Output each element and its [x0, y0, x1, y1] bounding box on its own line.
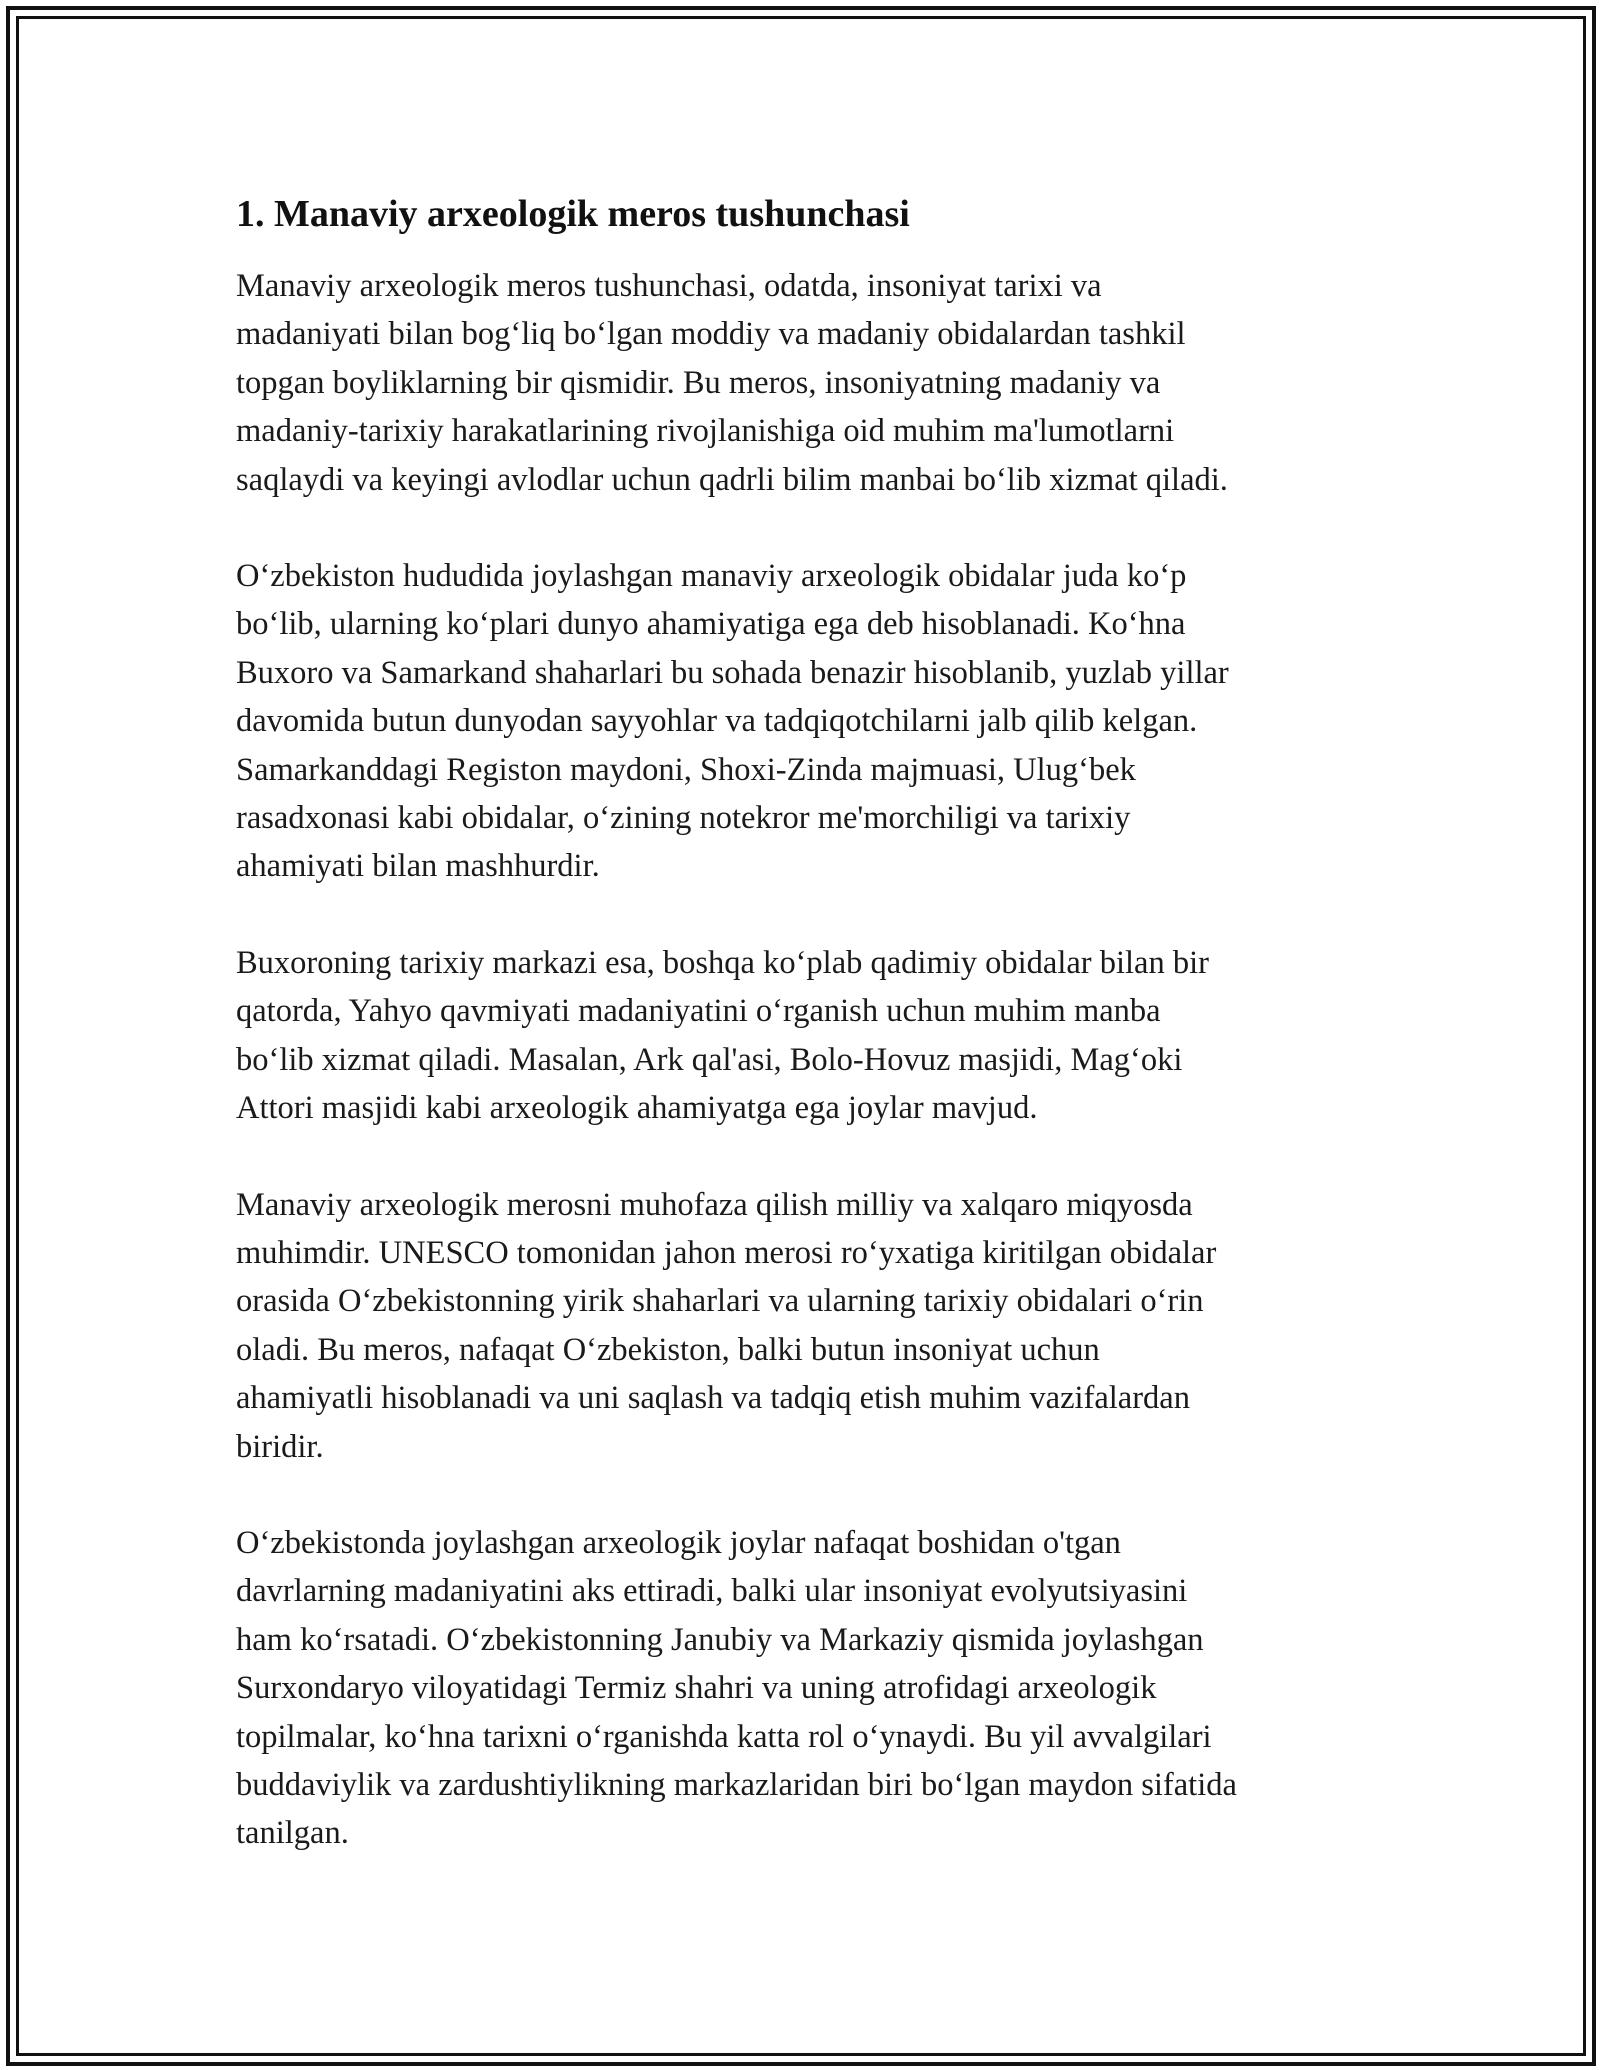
paragraph-line: Samarkanddagi Registon maydoni, Shoxi-Zinda majmuasi, Ulug‘bek — [236, 751, 1136, 788]
paragraph — [236, 939, 1366, 1133]
paragraph — [236, 1519, 1366, 1858]
paragraph-line: Buxoro va Samarkand shaharlari bu sohada benazir hisoblanib, yuzlab yillar — [236, 654, 1229, 691]
paragraph-line: madaniy-tarixiy harakatlarining rivojlanishiga oid muhim ma'lumotlarni — [236, 413, 1175, 450]
paragraph-line: buddaviylik va zardushtiylikning markazlaridan biri bo‘lgan maydon sifatida — [236, 1766, 1237, 1803]
paragraph-line: oladi. Bu meros, nafaqat O‘zbekiston, balki butun insoniyat uchun — [236, 1331, 1100, 1368]
paragraph-line: O‘zbekiston hududida joylashgan manaviy arxeologik obidalar juda ko‘p — [236, 558, 1187, 595]
paragraph-line: qatorda, Yahyo qavmiyati madaniyatini o‘rganish uchun muhim manba — [236, 993, 1161, 1030]
paragraph-line: topilmalar, ko‘hna tarixni o‘rganishda katta rol o‘ynaydi. Bu yil avvalgilari — [236, 1718, 1212, 1755]
paragraph-line: saqlaydi va keyingi avlodlar uchun qadrli bilim manbai bo‘lib xizmat qiladi. — [236, 461, 1228, 498]
paragraph-line: Manaviy arxeologik meros tushunchasi, odatda, insoniyat tarixi va — [236, 268, 1102, 304]
section-heading: 1. Manaviy arxeologik meros tushunchasi — [236, 193, 910, 235]
paragraph-line: muhimdir. UNESCO tomonidan jahon merosi ro‘yxatiga kiritilgan obidalar — [236, 1234, 1217, 1271]
paragraph-line: ham ko‘rsatadi. O‘zbekistonning Janubiy va Markaziy qismida joylashgan — [236, 1621, 1204, 1658]
document-body — [236, 188, 1366, 1858]
paragraph-line: madaniyati bilan bog‘liq bo‘lgan moddiy va madaniy obidalardan tashkil — [236, 316, 1186, 353]
paragraph-line: bo‘lib xizmat qiladi. Masalan, Ark qal'asi, Bolo-Hovuz masjidi, Mag‘oki — [236, 1041, 1183, 1078]
paragraph-line: bo‘lib, ularning ko‘plari dunyo ahamiyatiga ega deb hisoblanadi. Ko‘hna — [236, 606, 1186, 643]
paragraph-list — [236, 262, 1366, 1858]
paragraph-line: davrlarning madaniyatini aks ettiradi, balki ular insoniyat evolyutsiyasini — [236, 1573, 1188, 1610]
paragraph-line: Manaviy arxeologik merosni muhofaza qilish milliy va xalqaro miqyosda — [236, 1186, 1193, 1223]
paragraph-line: Buxoroning tarixiy markazi esa, boshqa ko‘plab qadimiy obidalar bilan bir — [236, 944, 1209, 981]
paragraph-line: rasadxonasi kabi obidalar, o‘zining notekror me'morchiligi va tarixiy — [236, 800, 1131, 837]
paragraph-line: O‘zbekistonda joylashgan arxeologik joylar nafaqat boshidan o'tgan — [236, 1524, 1121, 1561]
paragraph — [236, 262, 1366, 504]
paragraph-line: biridir. — [236, 1428, 324, 1465]
paragraph — [236, 552, 1366, 891]
paragraph-line: tanilgan. — [236, 1815, 349, 1852]
paragraph-line: Surxondaryo viloyatidagi Termiz shahri va uning atrofidagi arxeologik — [236, 1670, 1157, 1707]
paragraph-line: davomida butun dunyodan sayyohlar va tadqiqotchilarni jalb qilib kelgan. — [236, 703, 1198, 740]
paragraph-line: orasida O‘zbekistonning yirik shaharlari va ularning tarixiy obidalari o‘rin — [236, 1283, 1204, 1320]
paragraph-line: Attori masjidi kabi arxeologik ahamiyatga ega joylar mavjud. — [236, 1090, 1038, 1127]
paragraph-line: topgan boyliklarning bir qismidir. Bu meros, insoniyatning madaniy va — [236, 364, 1161, 401]
paragraph-line: ahamiyati bilan mashhurdir. — [236, 848, 600, 885]
paragraph — [236, 1181, 1366, 1471]
paragraph-line: ahamiyatli hisoblanadi va uni saqlash va tadqiq etish muhim vazifalardan — [236, 1380, 1190, 1417]
